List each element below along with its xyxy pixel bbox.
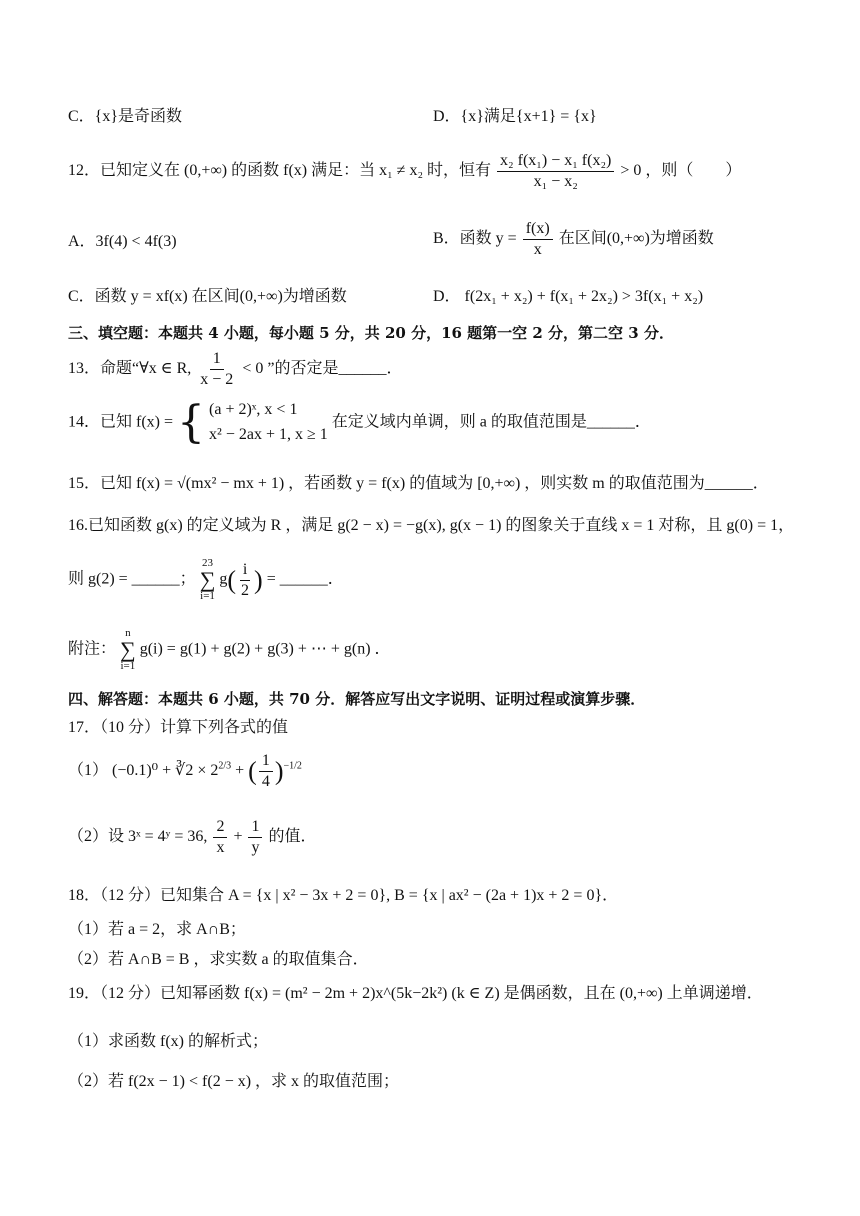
q12-option-b-fraction — [523, 220, 553, 258]
q13-pre: 13．命题“∀x ∈ R, — [68, 359, 192, 377]
q16-line-1: 16.已知函数 g(x) 的定义域为 R ，满足 g(2 − x) = −g(x), g(x − 1) 的图象关于直线 x = 1 对称，且 g(0) = 1， — [68, 517, 795, 534]
q17-part-2-plus: + — [233, 827, 243, 845]
q16-sum-fraction — [238, 561, 252, 599]
sigma-icon: ∑ — [120, 637, 136, 662]
note-summation — [120, 628, 136, 672]
q17-part-2-pre: （2）设 3ˣ = 4ʸ = 36, — [68, 827, 208, 845]
q14-cases — [209, 398, 328, 448]
section-4-heading: 四、解答题：本题共 6 小题，共 70 分．解答应写出文字说明、证明过程或演算步骤． — [68, 690, 646, 708]
q19-part-1: （1）求函数 f(x) 的解析式； — [68, 1033, 268, 1050]
q12-fraction — [497, 152, 614, 190]
sigma-icon: ∑ — [199, 567, 216, 592]
section-3-heading: 三、填空题：本题共 4 小题，每小题 5 分，共 20 分，16 题第一空 2 分，第二空 3 分． — [68, 324, 674, 342]
q16-summation — [200, 558, 216, 602]
q12-option-a: A．3f(4) < 4f(3) — [68, 233, 177, 250]
q17-part-2-fraction-2 — [248, 818, 262, 856]
q14-brace: { — [177, 396, 206, 448]
q13-denominator: x − 2 — [200, 370, 234, 388]
q16-sum-body: g — [219, 570, 228, 588]
q18-stem: 18．（12 分）已知集合 A = {x | x² − 3x + 2 = 0}, B = {x | ax² − (2a + 1)x + 2 = 0}． — [68, 887, 619, 904]
q17-part-2-denominator-2: y — [251, 838, 260, 856]
q14-post: 在定义域内单调，则 a 的取值范围是______． — [331, 413, 651, 431]
q12-option-b-post: 在区间(0,+∞)为增函数 — [558, 229, 714, 247]
q12-stem-d: > 0 ，则（ ） — [620, 161, 742, 179]
q16-line-2-post: = ______． — [266, 570, 344, 588]
q17-part-2-numerator-1: 2 — [213, 818, 227, 838]
q15: 15．已知 f(x) = √(mx² − mx + 1) ，若函数 y = f(x) 的值域为 [0,+∞) ，则实数 m 的取值范围为______． — [68, 475, 769, 492]
q18-part-2: （2）若 A∩B = B ，求实数 a 的取值集合． — [68, 951, 369, 968]
note-pre: 附注： — [68, 640, 117, 658]
q18-part-1: （1）若 a = 2，求 A∩B； — [68, 921, 246, 938]
q16-paren-left: ( — [227, 565, 237, 595]
q17-part-1-denominator: 4 — [261, 772, 270, 790]
q17-part-1-exponent-2: −1/2 — [283, 760, 302, 772]
q16-sum-upper: 23 — [202, 557, 214, 569]
q12-option-b-denominator: x — [533, 240, 542, 258]
q12-stem — [68, 152, 741, 190]
q13 — [68, 350, 402, 388]
q17-part-1-pre: （1） (−0.1)⁰ + ∛2 × 2 — [68, 761, 219, 779]
q14-case-2: x² − 2ax + 1, x ≥ 1 — [209, 425, 328, 443]
q13-fraction — [197, 350, 236, 388]
note — [68, 628, 391, 672]
q11-option-c: C．{x}是奇函数 — [68, 108, 183, 125]
q16-sum-numerator: i — [240, 561, 250, 581]
q12-option-c: C．函数 y = xf(x) 在区间(0,+∞)为增函数 — [68, 288, 347, 305]
q14-case-1: (a + 2)ˣ, x < 1 — [209, 401, 298, 418]
q17-part-2-numerator-2: 1 — [248, 818, 262, 838]
q17-part-1 — [68, 752, 302, 790]
q17-part-2-post: 的值． — [268, 827, 317, 845]
note-sum-upper: n — [125, 627, 131, 639]
q12-option-d: D． f(2x₁ + x₂) + f(x₁ + 2x₂) > 3f(x₁ + x₂) — [433, 288, 704, 305]
q17-part-1-plus: + — [235, 761, 245, 779]
q17-part-1-fraction — [259, 752, 273, 790]
q12-option-b-numerator: f(x) — [523, 220, 553, 240]
q12-stem-c: 的函数 f(x) 满足：当 x₁ ≠ x₂ 时，恒有 — [231, 161, 492, 179]
q12-stem-a: 12．已知定义在 — [68, 161, 181, 179]
q12-stem-b: (0,+∞) — [184, 161, 228, 179]
q16-sum-lower: i=1 — [200, 590, 215, 602]
q17-part-2-fraction-1 — [213, 818, 227, 856]
note-sum-lower: i=1 — [120, 660, 136, 672]
q14 — [68, 398, 651, 448]
q17-part-2 — [68, 818, 316, 856]
q17-paren-right: ) — [274, 756, 284, 786]
q17-paren-left: ( — [248, 756, 257, 786]
q13-post: < 0 ”的否定是______． — [242, 359, 403, 377]
q17-part-1-exponent: 2/3 — [218, 760, 232, 772]
q16-line-2 — [68, 558, 344, 602]
q14-pre: 14．已知 f(x) = — [68, 413, 174, 431]
q19-stem: 19．（12 分）已知幂函数 f(x) = (m² − 2m + 2)x^(5k−2k²) (k ∈ Z) 是偶函数，且在 (0,+∞) 上单调递增． — [68, 985, 763, 1002]
q12-option-b — [433, 220, 714, 258]
q12-option-b-pre: B．函数 y = — [433, 229, 517, 247]
q12-fraction-numerator: x₂ f(x₁) − x₁ f(x₂) — [497, 152, 614, 172]
q13-numerator: 1 — [210, 350, 224, 370]
q19-part-2: （2）若 f(2x − 1) < f(2 − x) ，求 x 的取值范围； — [68, 1073, 400, 1090]
q17-part-1-numerator: 1 — [259, 752, 273, 772]
q16-paren-right: ) — [254, 565, 263, 595]
q17-part-2-denominator-1: x — [216, 838, 225, 856]
q11-option-d: D．{x}满足{x+1} = {x} — [433, 108, 597, 125]
q12-fraction-denominator: x₁ − x₂ — [533, 172, 578, 190]
q16-line-2-pre: 则 g(2) = ______； — [68, 570, 196, 588]
note-body: g(i) = g(1) + g(2) + g(3) + ⋯ + g(n) ． — [139, 640, 391, 658]
q16-sum-denominator: 2 — [241, 581, 250, 599]
q17-stem: 17．（10 分）计算下列各式的值 — [68, 719, 289, 736]
